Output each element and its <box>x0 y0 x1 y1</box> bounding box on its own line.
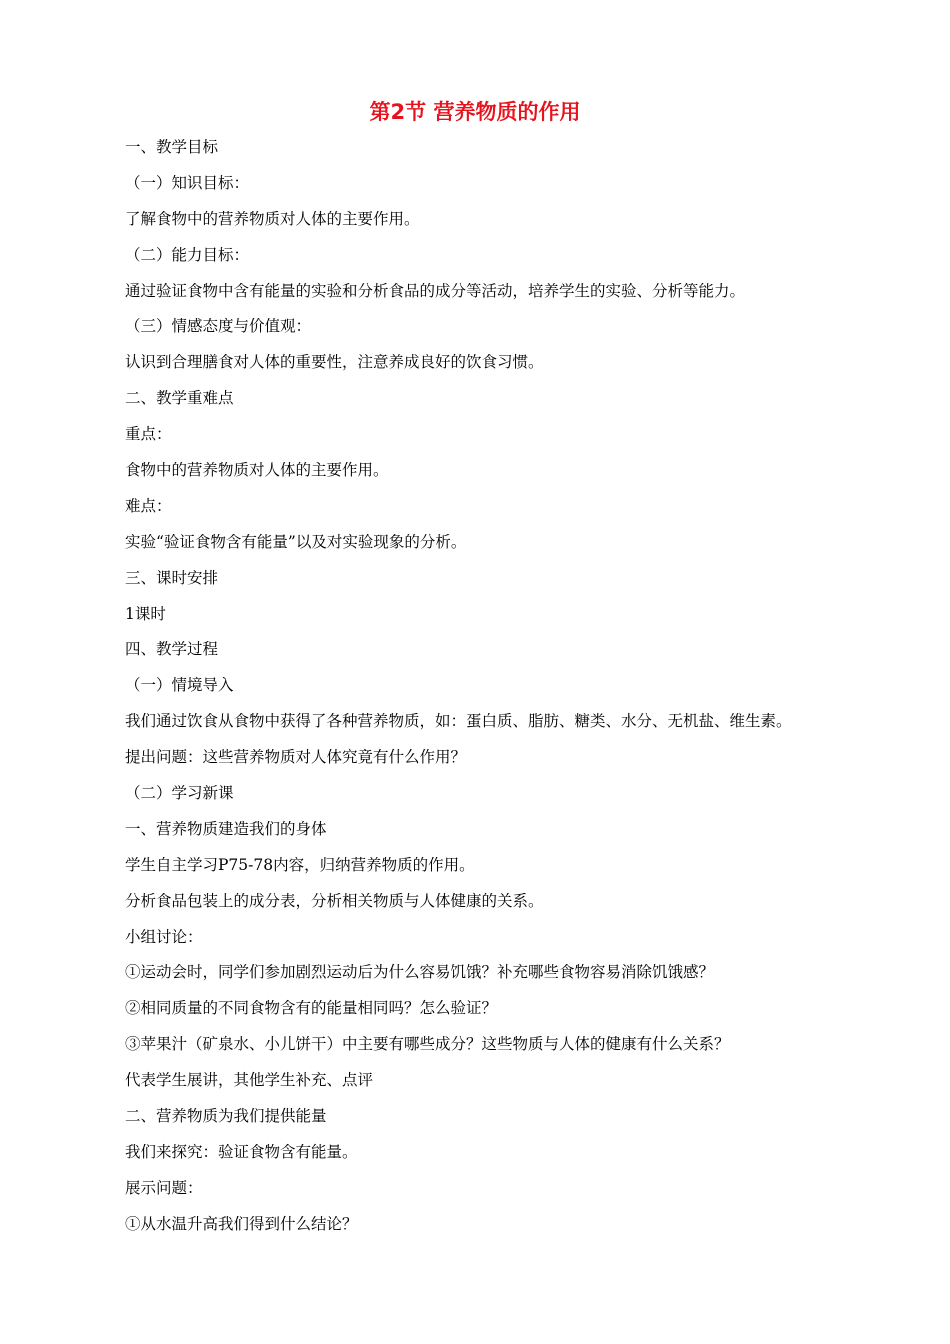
subheading-building-body: 一、营养物质建造我们的身体 <box>125 819 327 838</box>
document-title: 第2节 营养物质的作用 <box>369 100 581 124</box>
subheading-attitude-goal: （三）情感态度与价值观： <box>125 317 312 336</box>
section-heading-objectives: 一、教学目标 <box>125 138 219 156</box>
label-show-questions: 展示问题： <box>125 1178 203 1197</box>
paragraph: 分析食品包装上的成分表，分析相关物质与人体健康的关系。 <box>125 891 544 910</box>
paragraph: 食物中的营养物质对人体的主要作用。 <box>125 461 389 480</box>
list-item: ①从水温升高我们得到什么结论？ <box>125 1214 358 1233</box>
paragraph: 认识到合理膳食对人体的重要性，注意养成良好的饮食习惯。 <box>125 353 544 372</box>
document-body <box>125 134 905 1247</box>
paragraph: 了解食物中的营养物质对人体的主要作用。 <box>125 209 420 228</box>
paragraph: 学生自主学习P75-78内容，归纳营养物质的作用。 <box>125 855 475 874</box>
list-item: ②相同质量的不同食物含有的能量相同吗？怎么验证？ <box>125 999 498 1018</box>
paragraph: 我们通过饮食从食物中获得了各种营养物质，如：蛋白质、脂肪、糖类、水分、无机盐、维生素。 <box>125 712 792 731</box>
label-group-discussion: 小组讨论： <box>125 927 203 946</box>
subheading-introduction: （一）情境导入 <box>125 676 234 695</box>
label-key-point: 重点： <box>125 425 172 444</box>
paragraph: 提出问题：这些营养物质对人体究竟有什么作用？ <box>125 748 467 767</box>
paragraph: 代表学生展讲，其他学生补充、点评 <box>125 1071 374 1090</box>
list-item: ①运动会时，同学们参加剧烈运动后为什么容易饥饿？补充哪些食物容易消除饥饿感？ <box>125 963 715 982</box>
paragraph: 通过验证食物中含有能量的实验和分析食品的成分等活动，培养学生的实验、分析等能力。 <box>125 281 746 300</box>
subheading-ability-goal: （二）能力目标： <box>125 245 250 264</box>
label-difficulty: 难点： <box>125 496 172 515</box>
subheading-providing-energy: 二、营养物质为我们提供能量 <box>125 1107 327 1126</box>
section-heading-schedule: 三、课时安排 <box>125 568 219 587</box>
section-heading-key-points: 二、教学重难点 <box>125 389 234 408</box>
paragraph: 1课时 <box>125 604 166 623</box>
paragraph: 我们来探究：验证食物含有能量。 <box>125 1142 358 1161</box>
list-item: ③苹果汁（矿泉水、小儿饼干）中主要有哪些成分？这些物质与人体的健康有什么关系？ <box>125 1035 730 1054</box>
subheading-new-lesson: （二）学习新课 <box>125 784 234 803</box>
paragraph: 实验“验证食物含有能量”以及对实验现象的分析。 <box>125 532 467 551</box>
subheading-knowledge-goal: （一）知识目标： <box>125 173 250 192</box>
section-heading-process: 四、教学过程 <box>125 640 219 659</box>
